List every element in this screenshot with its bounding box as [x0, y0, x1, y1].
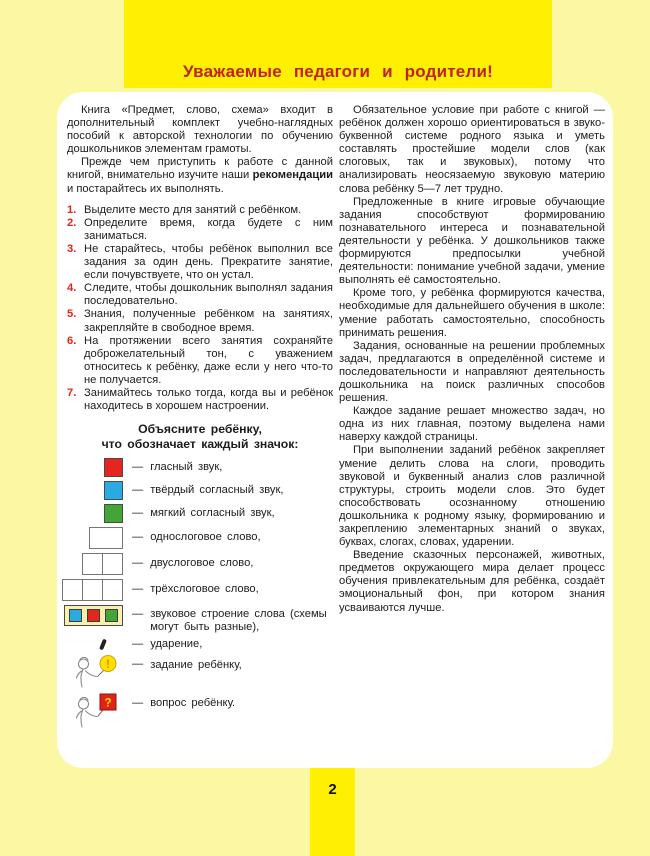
paragraph: Книга «Предмет, слово, схема» входит в дополнительный комплект учебно-наглядных пособий к авторской технологии по обучению дошкольников элементам грамоты.: [67, 104, 333, 156]
list-item: [67, 308, 333, 334]
content-sheet: [57, 92, 613, 768]
legend-row: [67, 553, 333, 575]
stress-mark-icon: [99, 639, 107, 651]
list-item-number: 3.: [67, 242, 77, 255]
paragraph: Задания, основанные на решении проблемных задач, предлагаются в определённой системе и последовательности и направляют деятельность дошкольника на поиск различных способов решения.: [339, 339, 605, 405]
legend-dash: —: [132, 557, 144, 570]
legend-row: [67, 605, 333, 634]
legend-row: [67, 579, 333, 601]
legend-row: [67, 638, 333, 651]
list-item-text: Определите время, когда будете с ним заниматься.: [84, 216, 333, 242]
paragraph: [67, 156, 333, 195]
svg-text:?: ?: [104, 697, 112, 710]
legend-heading-line: Объясните ребёнку,: [138, 422, 262, 437]
svg-text:!: !: [106, 659, 110, 672]
list-item-text: Не старайтесь, чтобы ребёнок выполнил все задания за один день. Прекратите занятие, если почувствуете, что он устал.: [84, 242, 333, 282]
list-item-text: Выделите место для занятий с ребёнком.: [84, 203, 302, 216]
sound-structure-icon: [64, 605, 123, 626]
list-item: [67, 217, 333, 243]
paragraph: Предложенные в книге игровые обучающие задания способствуют формированию познавательного интереса и познавательной деятельности у ребёнка. У дошкольников также формируются предпосылки учебной деятельности: понимание учебной задачи, умение выполнять её самостоятельно.: [339, 195, 605, 287]
list-item-number: 2.: [67, 216, 77, 229]
legend-dash: —: [132, 460, 144, 473]
list-item: [67, 243, 333, 282]
legend-label: мягкий согласный звук,: [150, 506, 275, 519]
recommendations-list: [67, 204, 333, 414]
right-column: [339, 104, 605, 768]
legend-dash: —: [132, 583, 144, 596]
legend-dash: —: [132, 531, 144, 544]
vowel-sound-icon: [104, 458, 123, 477]
three-syllable-word-icon: [62, 579, 123, 601]
legend-label: трёхслоговое слово,: [150, 583, 259, 596]
one-syllable-word-icon: [89, 527, 123, 549]
page-title: Уважаемые педагоги и родители!: [183, 62, 493, 81]
list-item-number: 4.: [67, 282, 77, 295]
legend-label: двуслоговое слово,: [150, 557, 254, 570]
legend-label: ударение,: [150, 638, 203, 651]
legend-label: звуковое строение слова (схемы могут быть разные),: [150, 607, 327, 634]
list-item-number: 5.: [67, 308, 77, 321]
list-item-text: На протяжении всего занятия сохраняйте доброжелательный тон, с уважением относитесь к ребёнку, даже если у него что-то не получается.: [84, 334, 333, 386]
paragraph-text: Прежде чем приступить к работе с данной книгой, внимательно изучите наши: [67, 156, 333, 182]
list-item-number: 7.: [67, 386, 77, 399]
list-item: [67, 335, 333, 387]
legend-heading: [67, 422, 333, 451]
legend-row: [67, 527, 333, 549]
legend-label: твёрдый согласный звук,: [150, 483, 284, 496]
paragraph: Кроме того, у ребёнка формируются качества, необходимые для дальнейшего обучения в школе: умение работать самостоятельно, способность принимать решения.: [339, 287, 605, 339]
list-item-text: Знания, полученные ребёнком на занятиях, закрепляйте в свободное время.: [84, 308, 333, 334]
legend-label: задание ребёнку,: [150, 659, 242, 672]
legend-dash: —: [132, 483, 144, 496]
legend-dash: —: [132, 506, 144, 519]
legend-dash: —: [132, 638, 144, 651]
paragraph: Обязательное условие при работе с книгой — ребёнок должен хорошо ориентироваться в звуко-буквенной системе родного языка и уметь составлять простейшие модели слов (как слоговых, так и звуковых), потому что анализировать неосязаемую звуковую материю слова ребёнку 5—7 лет трудно.: [339, 104, 605, 195]
paragraph: Введение сказочных персонажей, животных, предметов окружающего мира делает процесс обучения привлекательным для ребёнка, создаёт эмоциональный фон, при котором знания усваиваются лучше.: [339, 549, 605, 614]
legend: [67, 458, 333, 728]
title-band: [124, 0, 552, 88]
legend-row: [67, 481, 333, 500]
legend-row: [67, 504, 333, 523]
left-column: [67, 104, 333, 768]
paragraph: Каждое задание решает множество задач, но одна из них главная, поэтому выделена нами наверху каждой страницы.: [339, 405, 605, 444]
legend-label: вопрос ребёнку.: [150, 697, 236, 710]
legend-row: [67, 692, 333, 728]
legend-label: однослоговое слово,: [150, 531, 261, 544]
list-item: [67, 204, 333, 217]
legend-dash: —: [132, 697, 144, 710]
two-syllable-word-icon: [82, 553, 123, 575]
legend-dash: —: [132, 658, 144, 671]
soft-consonant-icon: [104, 504, 123, 523]
list-item-text: Следите, чтобы дошкольник выполнял задания последовательно.: [84, 282, 333, 308]
list-item-text: Занимайтесь только тогда, когда вы и ребёнок находитесь в хорошем настроении.: [84, 386, 333, 413]
emphasized-word: рекомендации: [252, 169, 333, 182]
legend-row: [67, 655, 333, 688]
legend-heading-line: что обозначает каждый значок:: [101, 436, 299, 451]
legend-dash: —: [132, 607, 144, 620]
list-item: [67, 387, 333, 413]
boy-with-question-icon: [73, 692, 123, 728]
legend-row: [67, 458, 333, 477]
boy-with-exclamation-icon: [73, 655, 123, 688]
hard-consonant-icon: [104, 481, 123, 500]
list-item: [67, 282, 333, 308]
paragraph-text: и постарайтесь их выполнять.: [67, 182, 224, 195]
page-number: 2: [328, 781, 337, 798]
page-number-strip: [310, 768, 355, 856]
list-item-number: 6.: [67, 334, 77, 347]
list-item-number: 1.: [67, 203, 77, 216]
legend-label: гласный звук,: [150, 460, 223, 473]
paragraph: При выполнении заданий ребёнок закрепляет умение делить слова на слоги, проводить звуковой и буквенный анализ слов различной структуры, строить модели слов. Это будет способствовать осознанному отношению дошкольника к родному языку, формированию и закреплению элементарных знаний о звуках, буквах, слогах, словах, ударении.: [339, 444, 605, 549]
